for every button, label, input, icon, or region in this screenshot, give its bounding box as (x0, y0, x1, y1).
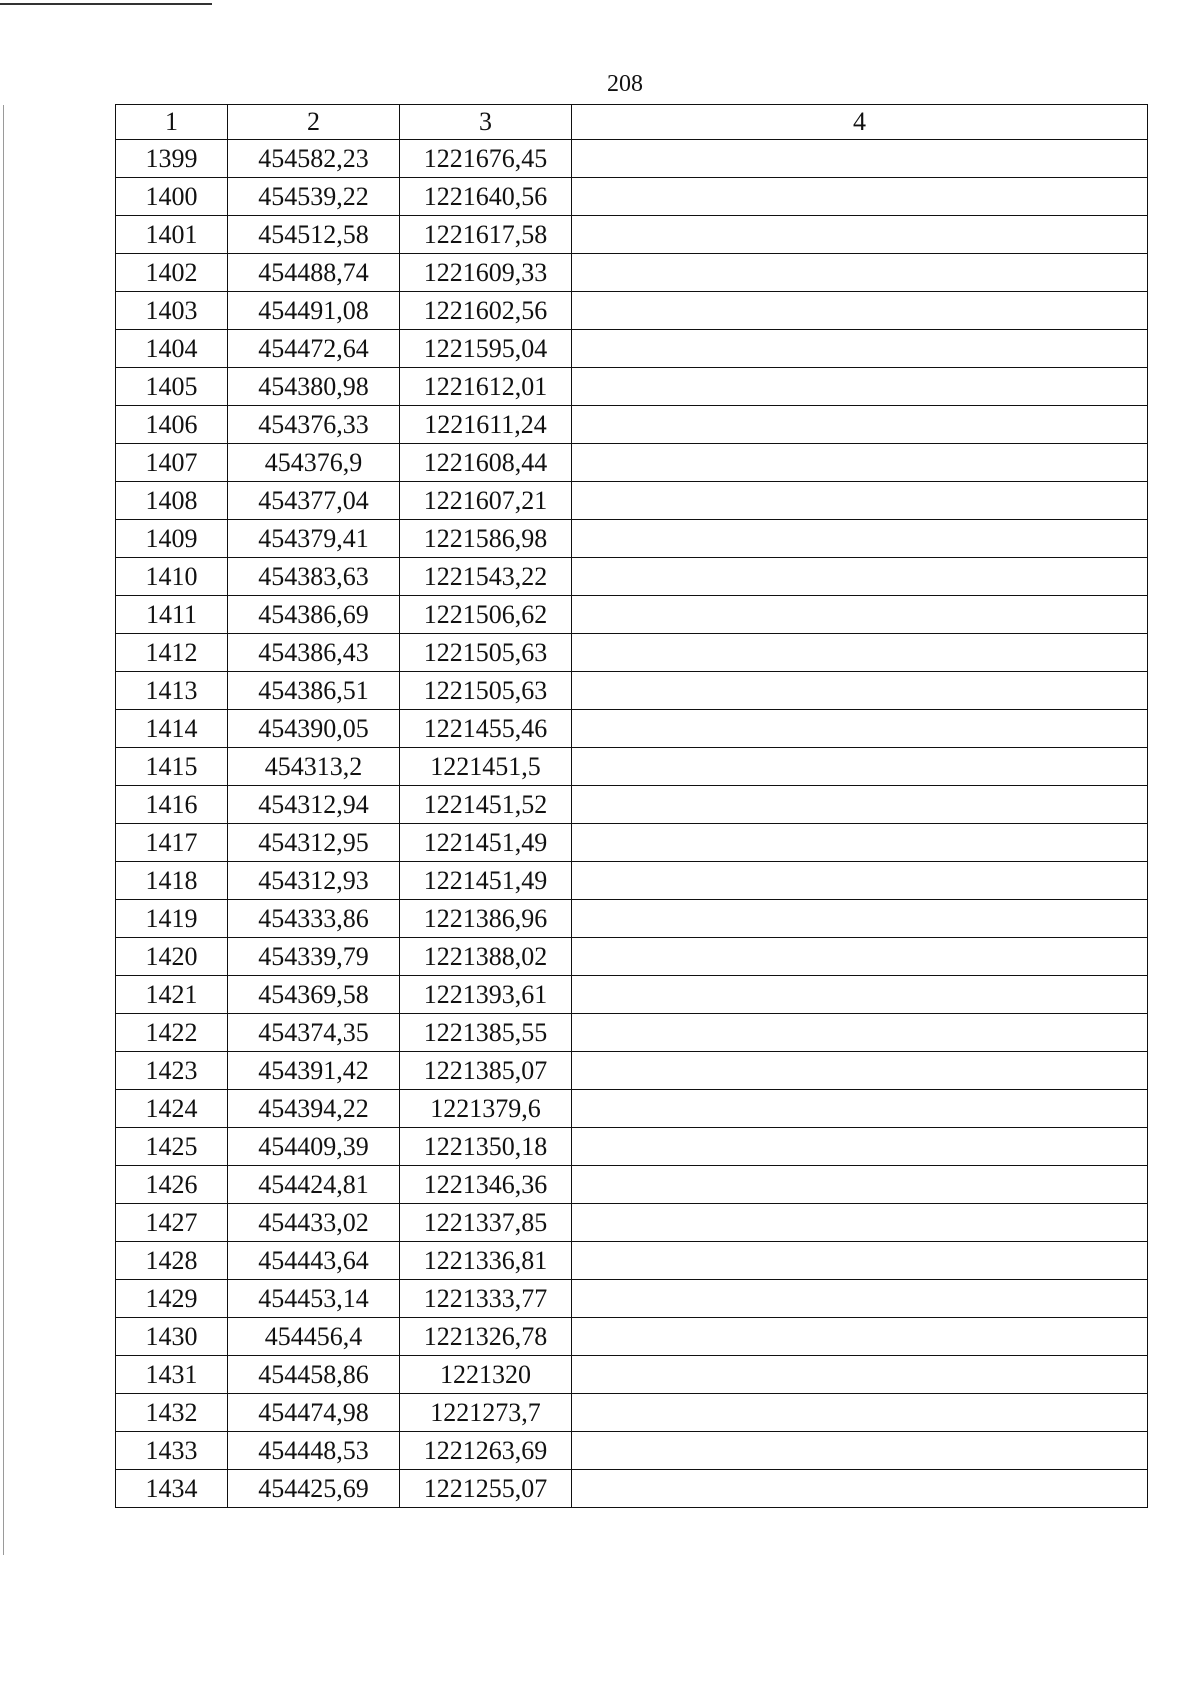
table-cell-col-4 (572, 1394, 1148, 1432)
table-cell-col-1: 1419 (116, 900, 228, 938)
table-cell-col-2: 454386,43 (228, 634, 400, 672)
table-row (116, 558, 1148, 596)
table-cell-col-1: 1407 (116, 444, 228, 482)
table-cell-col-4 (572, 1204, 1148, 1242)
table-cell-col-2: 454443,64 (228, 1242, 400, 1280)
table-row (116, 824, 1148, 862)
table-cell-col-4 (572, 1242, 1148, 1280)
table-cell-col-2: 454313,2 (228, 748, 400, 786)
table-cell-col-3: 1221386,96 (400, 900, 572, 938)
table-cell-col-4 (572, 1090, 1148, 1128)
table-cell-col-3: 1221617,58 (400, 216, 572, 254)
table-cell-col-3: 1221451,49 (400, 862, 572, 900)
table-row (116, 254, 1148, 292)
table-cell-col-2: 454386,51 (228, 672, 400, 710)
table-cell-col-3: 1221607,21 (400, 482, 572, 520)
table-cell-col-1: 1404 (116, 330, 228, 368)
table-cell-col-4 (572, 900, 1148, 938)
table-row (116, 1014, 1148, 1052)
table-cell-col-4 (572, 330, 1148, 368)
table-cell-col-1: 1432 (116, 1394, 228, 1432)
table-cell-col-3: 1221505,63 (400, 672, 572, 710)
table-row (116, 672, 1148, 710)
table-row (116, 1394, 1148, 1432)
table-cell-col-2: 454383,63 (228, 558, 400, 596)
table-row (116, 444, 1148, 482)
table-cell-col-2: 454312,93 (228, 862, 400, 900)
table-cell-col-2: 454512,58 (228, 216, 400, 254)
table-cell-col-3: 1221640,56 (400, 178, 572, 216)
column-header-1: 1 (116, 105, 228, 140)
table-cell-col-1: 1420 (116, 938, 228, 976)
table-cell-col-2: 454391,42 (228, 1052, 400, 1090)
table-cell-col-2: 454376,9 (228, 444, 400, 482)
table-cell-col-3: 1221602,56 (400, 292, 572, 330)
table-cell-col-4 (572, 1318, 1148, 1356)
table-row (116, 1052, 1148, 1090)
table-cell-col-2: 454333,86 (228, 900, 400, 938)
table-cell-col-1: 1405 (116, 368, 228, 406)
table-cell-col-1: 1429 (116, 1280, 228, 1318)
table-cell-col-4 (572, 1052, 1148, 1090)
table-cell-col-2: 454312,94 (228, 786, 400, 824)
table-cell-col-2: 454472,64 (228, 330, 400, 368)
table-cell-col-1: 1415 (116, 748, 228, 786)
left-margin-rule (3, 105, 4, 1555)
table-cell-col-1: 1411 (116, 596, 228, 634)
table-cell-col-2: 454386,69 (228, 596, 400, 634)
table-cell-col-1: 1428 (116, 1242, 228, 1280)
table-cell-col-3: 1221320 (400, 1356, 572, 1394)
table-cell-col-3: 1221451,49 (400, 824, 572, 862)
table-cell-col-4 (572, 520, 1148, 558)
table-cell-col-4 (572, 216, 1148, 254)
table-cell-col-1: 1408 (116, 482, 228, 520)
table-cell-col-3: 1221595,04 (400, 330, 572, 368)
table-cell-col-1: 1400 (116, 178, 228, 216)
table-row (116, 140, 1148, 178)
table-cell-col-4 (572, 482, 1148, 520)
table-row (116, 520, 1148, 558)
table-cell-col-4 (572, 406, 1148, 444)
table-cell-col-2: 454376,33 (228, 406, 400, 444)
table-cell-col-3: 1221385,55 (400, 1014, 572, 1052)
table-cell-col-4 (572, 368, 1148, 406)
table-cell-col-4 (572, 1280, 1148, 1318)
table-row (116, 292, 1148, 330)
table-row (116, 1204, 1148, 1242)
table-cell-col-2: 454379,41 (228, 520, 400, 558)
table-row (116, 406, 1148, 444)
table-cell-col-2: 454474,98 (228, 1394, 400, 1432)
table-cell-col-2: 454433,02 (228, 1204, 400, 1242)
column-header-4: 4 (572, 105, 1148, 140)
table-cell-col-1: 1406 (116, 406, 228, 444)
column-header-2: 2 (228, 105, 400, 140)
table-cell-col-3: 1221388,02 (400, 938, 572, 976)
table-cell-col-1: 1403 (116, 292, 228, 330)
table-cell-col-1: 1422 (116, 1014, 228, 1052)
table-cell-col-3: 1221273,7 (400, 1394, 572, 1432)
table-cell-col-3: 1221455,46 (400, 710, 572, 748)
table-header-row (116, 105, 1148, 140)
table-row (116, 216, 1148, 254)
table-cell-col-1: 1426 (116, 1166, 228, 1204)
table-cell-col-3: 1221379,6 (400, 1090, 572, 1128)
table-row (116, 900, 1148, 938)
table-cell-col-1: 1430 (116, 1318, 228, 1356)
table-row (116, 786, 1148, 824)
table-cell-col-2: 454453,14 (228, 1280, 400, 1318)
table-cell-col-3: 1221611,24 (400, 406, 572, 444)
table-cell-col-4 (572, 634, 1148, 672)
table-cell-col-3: 1221255,07 (400, 1470, 572, 1508)
coordinates-table (115, 104, 1148, 1508)
table-row (116, 710, 1148, 748)
table-cell-col-4 (572, 140, 1148, 178)
table-cell-col-4 (572, 824, 1148, 862)
table-cell-col-2: 454425,69 (228, 1470, 400, 1508)
table-cell-col-3: 1221506,62 (400, 596, 572, 634)
table-cell-col-1: 1418 (116, 862, 228, 900)
table-cell-col-1: 1427 (116, 1204, 228, 1242)
table-cell-col-2: 454377,04 (228, 482, 400, 520)
table-cell-col-2: 454582,23 (228, 140, 400, 178)
table-cell-col-1: 1423 (116, 1052, 228, 1090)
top-edge-rule (0, 3, 212, 5)
table-cell-col-3: 1221451,5 (400, 748, 572, 786)
table-cell-col-3: 1221350,18 (400, 1128, 572, 1166)
table-cell-col-2: 454448,53 (228, 1432, 400, 1470)
table-row (116, 1280, 1148, 1318)
table-row (116, 1470, 1148, 1508)
table-cell-col-4 (572, 862, 1148, 900)
table-cell-col-1: 1425 (116, 1128, 228, 1166)
table-row (116, 1356, 1148, 1394)
table-cell-col-1: 1401 (116, 216, 228, 254)
table-cell-col-3: 1221451,52 (400, 786, 572, 824)
table-cell-col-1: 1402 (116, 254, 228, 292)
table-row (116, 976, 1148, 1014)
table-row (116, 938, 1148, 976)
table-row (116, 330, 1148, 368)
table-row (116, 1166, 1148, 1204)
table-cell-col-2: 454394,22 (228, 1090, 400, 1128)
table-cell-col-2: 454491,08 (228, 292, 400, 330)
table-row (116, 1090, 1148, 1128)
table-cell-col-4 (572, 786, 1148, 824)
table-cell-col-4 (572, 1470, 1148, 1508)
table-cell-col-3: 1221333,77 (400, 1280, 572, 1318)
table-cell-col-4 (572, 710, 1148, 748)
table-cell-col-1: 1413 (116, 672, 228, 710)
table-cell-col-3: 1221612,01 (400, 368, 572, 406)
table-cell-col-4 (572, 748, 1148, 786)
table-cell-col-4 (572, 596, 1148, 634)
table-cell-col-4 (572, 1128, 1148, 1166)
table-row (116, 178, 1148, 216)
table-cell-col-4 (572, 976, 1148, 1014)
table-row (116, 1432, 1148, 1470)
table-row (116, 748, 1148, 786)
table-cell-col-4 (572, 1356, 1148, 1394)
table-cell-col-1: 1431 (116, 1356, 228, 1394)
table-row (116, 1242, 1148, 1280)
table-cell-col-1: 1409 (116, 520, 228, 558)
table-row (116, 1318, 1148, 1356)
table-cell-col-3: 1221609,33 (400, 254, 572, 292)
table-cell-col-3: 1221543,22 (400, 558, 572, 596)
table-cell-col-4 (572, 292, 1148, 330)
table-cell-col-2: 454458,86 (228, 1356, 400, 1394)
table-cell-col-2: 454369,58 (228, 976, 400, 1014)
table-cell-col-3: 1221346,36 (400, 1166, 572, 1204)
table-cell-col-3: 1221676,45 (400, 140, 572, 178)
table-cell-col-2: 454390,05 (228, 710, 400, 748)
table-cell-col-3: 1221263,69 (400, 1432, 572, 1470)
table-cell-col-3: 1221336,81 (400, 1242, 572, 1280)
table-cell-col-2: 454539,22 (228, 178, 400, 216)
table-cell-col-2: 454424,81 (228, 1166, 400, 1204)
column-header-3: 3 (400, 105, 572, 140)
table-cell-col-1: 1410 (116, 558, 228, 596)
table-cell-col-2: 454374,35 (228, 1014, 400, 1052)
table-cell-col-1: 1421 (116, 976, 228, 1014)
table-cell-col-1: 1414 (116, 710, 228, 748)
table-cell-col-3: 1221326,78 (400, 1318, 572, 1356)
table-row (116, 368, 1148, 406)
table-cell-col-4 (572, 254, 1148, 292)
table-cell-col-4 (572, 1014, 1148, 1052)
table-cell-col-2: 454312,95 (228, 824, 400, 862)
table-cell-col-4 (572, 558, 1148, 596)
table-cell-col-2: 454456,4 (228, 1318, 400, 1356)
table-body (116, 140, 1148, 1508)
table-row (116, 1128, 1148, 1166)
table-cell-col-1: 1433 (116, 1432, 228, 1470)
table-cell-col-2: 454488,74 (228, 254, 400, 292)
table-cell-col-4 (572, 178, 1148, 216)
table-cell-col-3: 1221337,85 (400, 1204, 572, 1242)
table-cell-col-2: 454339,79 (228, 938, 400, 976)
table-cell-col-3: 1221505,63 (400, 634, 572, 672)
page-number: 208 (607, 71, 643, 97)
table-cell-col-1: 1399 (116, 140, 228, 178)
table-cell-col-3: 1221586,98 (400, 520, 572, 558)
table-cell-col-2: 454409,39 (228, 1128, 400, 1166)
table-row (116, 482, 1148, 520)
table-cell-col-3: 1221608,44 (400, 444, 572, 482)
table-row (116, 596, 1148, 634)
table-cell-col-4 (572, 1432, 1148, 1470)
table-cell-col-4 (572, 1166, 1148, 1204)
table-cell-col-1: 1416 (116, 786, 228, 824)
table-cell-col-4 (572, 938, 1148, 976)
table-cell-col-4 (572, 444, 1148, 482)
table-cell-col-1: 1417 (116, 824, 228, 862)
table-cell-col-2: 454380,98 (228, 368, 400, 406)
table-cell-col-1: 1434 (116, 1470, 228, 1508)
table-row (116, 862, 1148, 900)
table-cell-col-1: 1424 (116, 1090, 228, 1128)
table-row (116, 634, 1148, 672)
table-cell-col-1: 1412 (116, 634, 228, 672)
table-cell-col-3: 1221393,61 (400, 976, 572, 1014)
table-cell-col-4 (572, 672, 1148, 710)
table-cell-col-3: 1221385,07 (400, 1052, 572, 1090)
